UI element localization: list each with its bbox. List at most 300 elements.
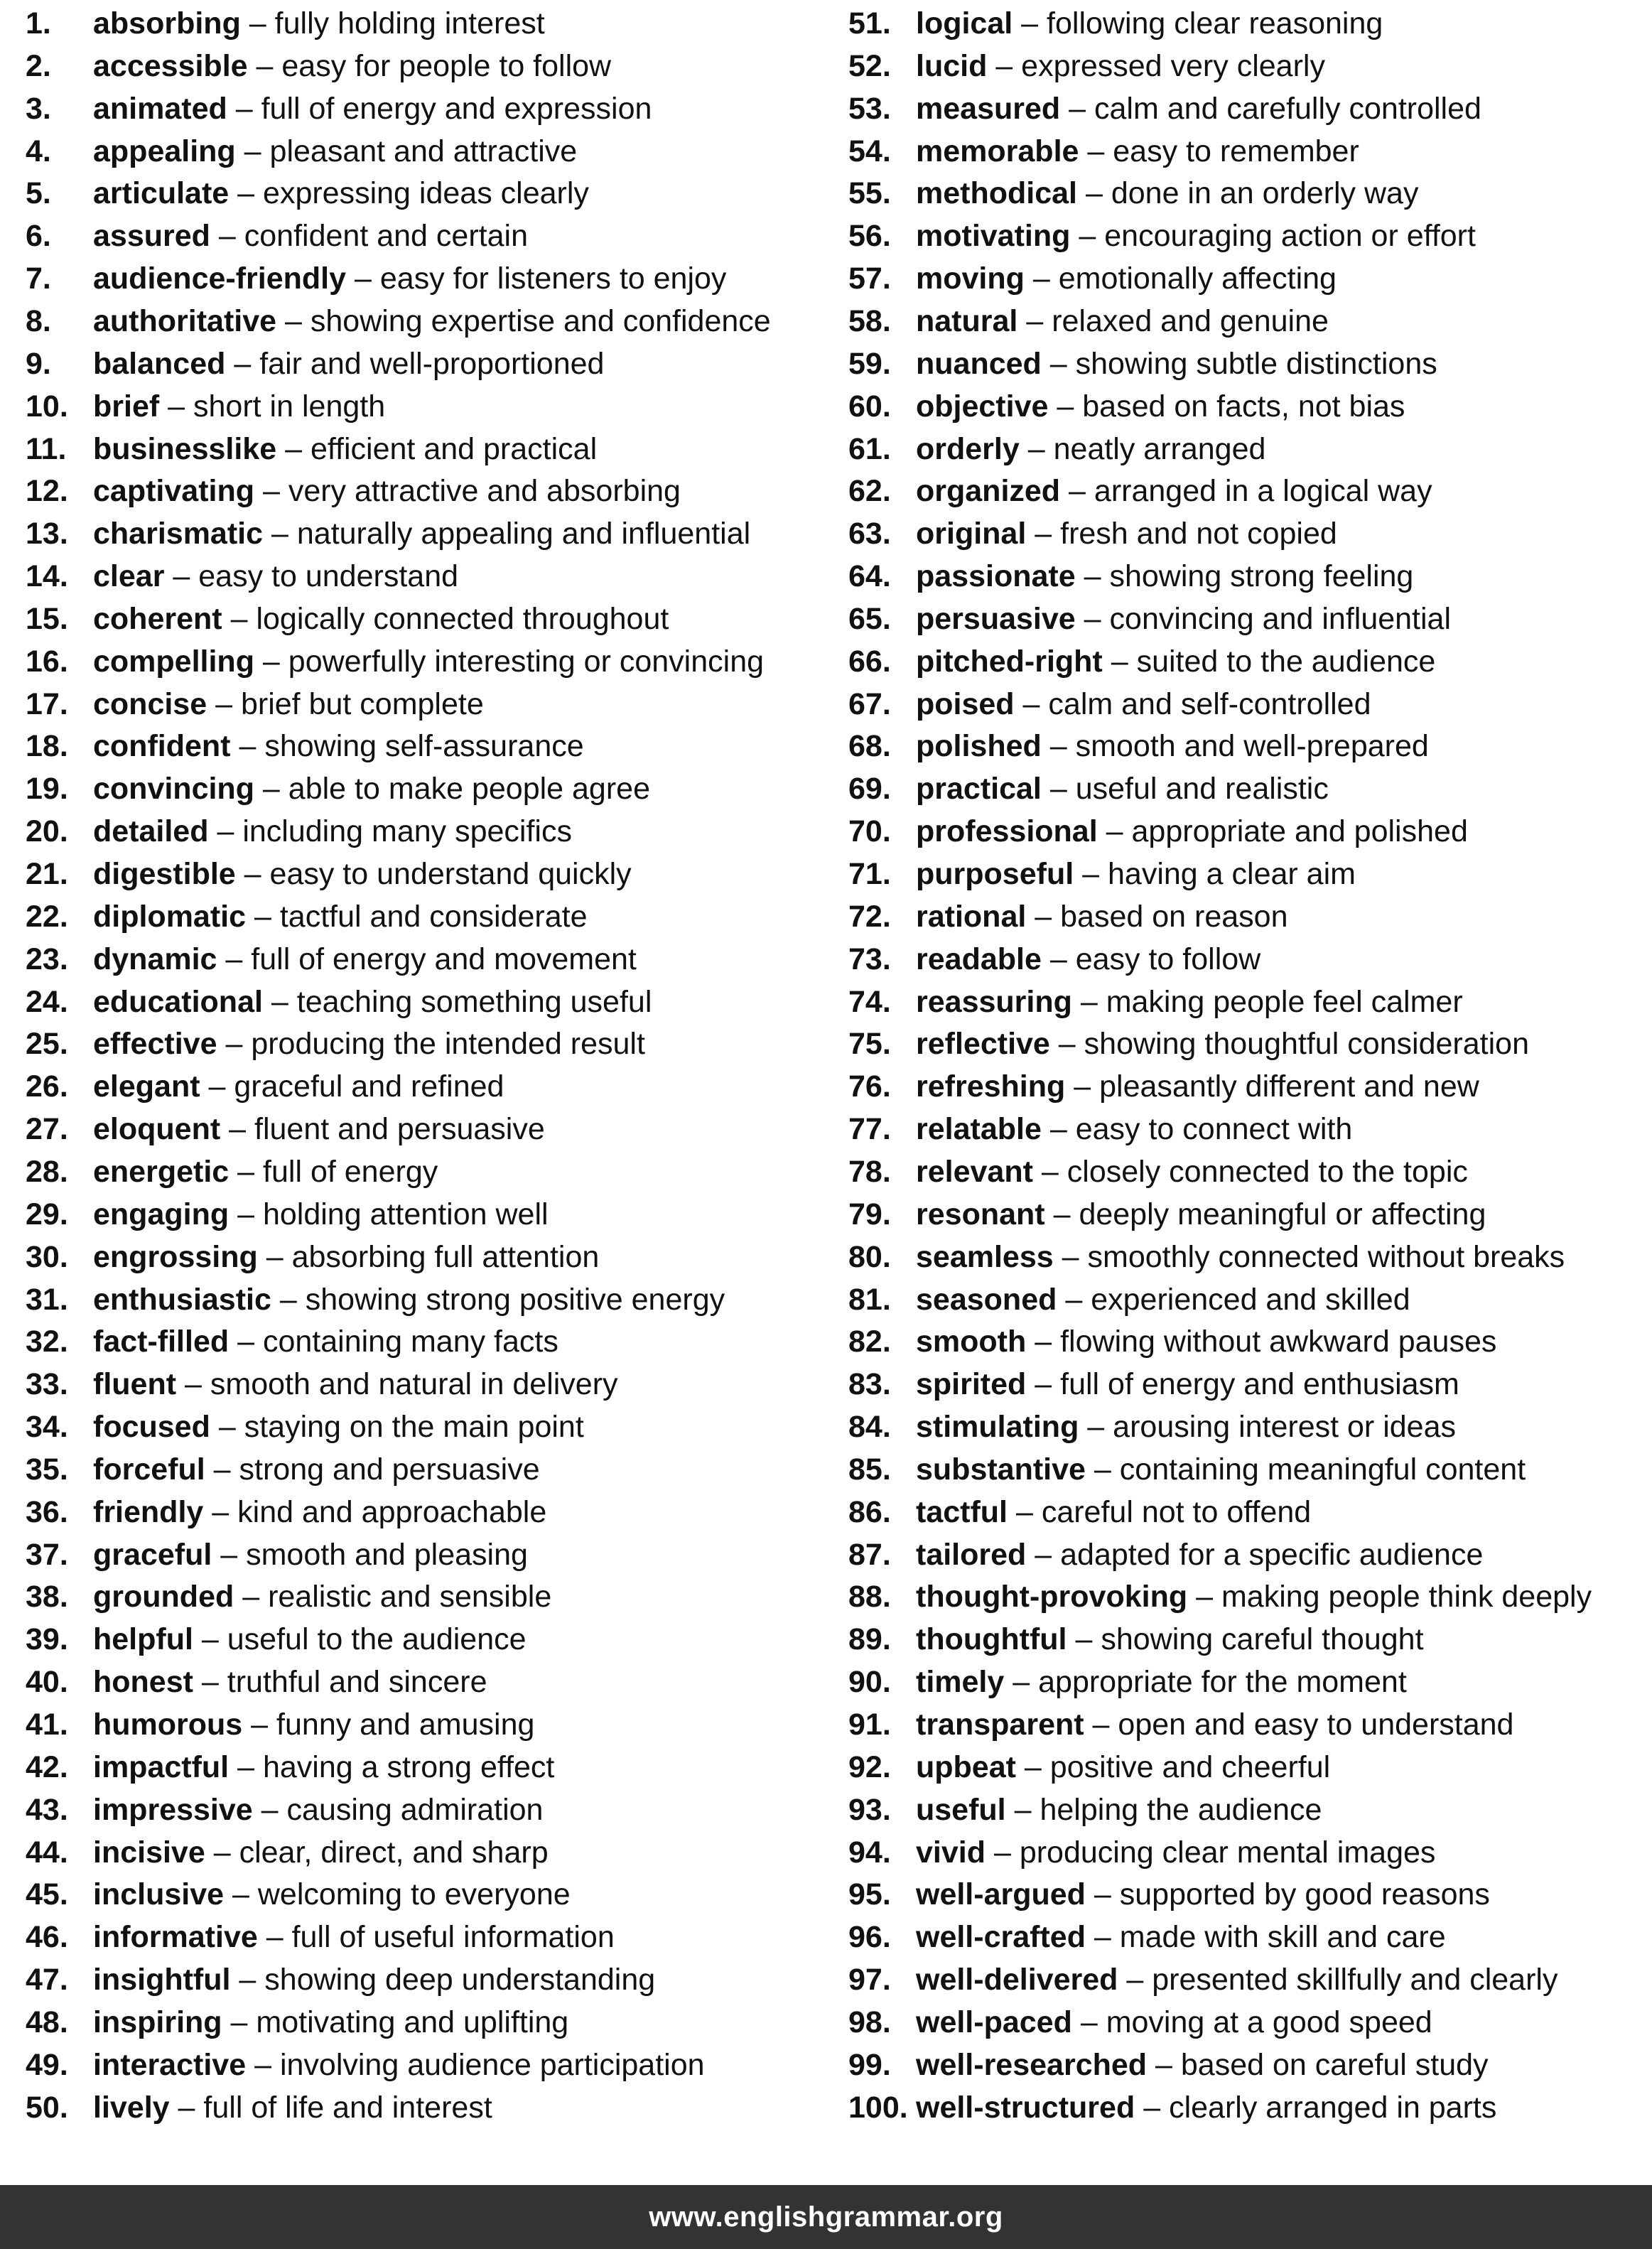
item-definition: expressed very clearly <box>1021 48 1325 83</box>
item-definition: easy to follow <box>1075 942 1261 976</box>
item-word: convincing <box>93 772 254 807</box>
item-number: 24. <box>26 984 68 1019</box>
item-number: 45. <box>26 1877 68 1912</box>
list-item <box>848 2044 1489 2086</box>
item-definition: arousing interest or ideas <box>1113 1410 1456 1445</box>
item-number: 82. <box>848 1325 891 1359</box>
list-item <box>848 1533 1483 1576</box>
item-definition: tactful and considerate <box>279 899 588 934</box>
item-number: 22. <box>26 899 68 934</box>
item-word: impressive <box>93 1792 253 1827</box>
item-word: smooth <box>916 1325 1027 1359</box>
item-separator: – <box>1014 1792 1032 1827</box>
item-separator: – <box>235 91 253 126</box>
item-definition: showing subtle distinctions <box>1075 346 1437 381</box>
item-number: 27. <box>26 1112 68 1147</box>
item-separator: – <box>173 559 190 594</box>
item-definition: naturally appealing and influential <box>296 517 751 551</box>
list-item <box>26 343 604 385</box>
list-item <box>26 172 589 215</box>
item-number: 73. <box>848 942 891 976</box>
item-word: informative <box>93 1920 258 1955</box>
list-item <box>848 555 1413 598</box>
item-separator: – <box>262 474 280 509</box>
item-definition: full of energy and expression <box>261 91 652 126</box>
item-definition: showing strong feeling <box>1109 559 1414 594</box>
list-item <box>848 215 1476 257</box>
list-item <box>26 385 385 428</box>
item-number: 42. <box>26 1749 68 1784</box>
item-separator: – <box>1094 1877 1111 1912</box>
item-definition: convincing and influential <box>1109 601 1452 636</box>
item-separator: – <box>244 134 261 168</box>
item-separator: – <box>1032 261 1050 296</box>
list-item <box>848 853 1356 895</box>
item-separator: – <box>178 2090 195 2125</box>
item-word: elegant <box>93 1069 200 1104</box>
item-separator: – <box>1057 389 1074 424</box>
item-separator: – <box>1027 431 1045 466</box>
item-separator: – <box>1049 346 1067 381</box>
item-number: 1. <box>26 6 51 41</box>
item-separator: – <box>1094 1920 1111 1955</box>
item-word: thoughtful <box>916 1622 1067 1657</box>
item-word: diplomatic <box>93 899 247 934</box>
item-separator: – <box>262 644 280 679</box>
list-item <box>848 130 1359 173</box>
item-separator: – <box>237 1197 254 1231</box>
item-word: professional <box>916 814 1098 849</box>
item-separator: – <box>1021 6 1039 41</box>
item-separator: – <box>254 899 271 934</box>
item-number: 53. <box>848 91 891 126</box>
item-number: 74. <box>848 984 891 1019</box>
item-definition: fresh and not copied <box>1060 517 1337 551</box>
item-definition: full of useful information <box>291 1920 615 1955</box>
item-word: lively <box>93 2090 170 2125</box>
item-definition: full of energy and enthusiasm <box>1060 1367 1459 1402</box>
item-separator: – <box>215 686 233 721</box>
item-number: 79. <box>848 1197 891 1231</box>
item-number: 67. <box>848 686 891 721</box>
list-item <box>848 767 1329 810</box>
item-definition: smooth and well-prepared <box>1075 729 1429 764</box>
item-definition: calm and carefully controlled <box>1094 91 1481 126</box>
item-word: measured <box>916 91 1061 126</box>
list-item <box>26 1873 571 1916</box>
item-definition: appropriate and polished <box>1131 814 1468 849</box>
item-separator: – <box>1079 219 1096 254</box>
item-number: 61. <box>848 431 891 466</box>
list-item <box>848 385 1405 428</box>
item-word: digestible <box>93 857 236 891</box>
item-number: 31. <box>26 1282 68 1317</box>
item-number: 46. <box>26 1920 68 1955</box>
item-word: animated <box>93 91 227 126</box>
item-definition: useful and realistic <box>1075 772 1329 807</box>
item-separator: – <box>1065 1282 1083 1317</box>
item-word: inclusive <box>93 1877 225 1912</box>
item-number: 90. <box>848 1665 891 1700</box>
item-number: 29. <box>26 1197 68 1231</box>
item-word: interactive <box>93 2047 247 2082</box>
list-item <box>26 683 484 726</box>
item-definition: careful not to offend <box>1041 1494 1312 1529</box>
item-word: timely <box>916 1665 1005 1700</box>
item-word: humorous <box>93 1708 243 1742</box>
list-item <box>848 1278 1410 1321</box>
list-item <box>848 1150 1468 1193</box>
item-number: 12. <box>26 474 68 509</box>
item-definition: adapted for a specific audience <box>1060 1537 1484 1572</box>
list-item <box>848 470 1432 512</box>
item-number: 99. <box>848 2047 891 2082</box>
item-separator: – <box>1053 1197 1071 1231</box>
item-separator: – <box>1082 857 1100 891</box>
item-definition: involving audience participation <box>279 2047 705 2082</box>
item-definition: realistic and sensible <box>268 1580 552 1614</box>
item-number: 41. <box>26 1708 68 1742</box>
item-definition: logically connected throughout <box>256 601 669 636</box>
list-item <box>848 2 1383 45</box>
list-item <box>26 895 588 938</box>
item-definition: able to make people agree <box>288 772 650 807</box>
item-word: honest <box>93 1665 193 1700</box>
list-item <box>848 1789 1322 1831</box>
item-number: 69. <box>848 772 891 807</box>
item-number: 84. <box>848 1410 891 1445</box>
item-separator: – <box>168 389 185 424</box>
list-item <box>848 1406 1456 1448</box>
item-separator: – <box>1049 1112 1067 1147</box>
item-definition: appropriate for the moment <box>1038 1665 1407 1700</box>
item-definition: confident and certain <box>244 219 528 254</box>
item-definition: useful to the audience <box>227 1622 527 1657</box>
list-item <box>848 640 1435 683</box>
list-item <box>26 1406 584 1448</box>
item-word: inspiring <box>93 2005 222 2039</box>
item-definition: positive and cheerful <box>1049 1749 1331 1784</box>
item-definition: fully holding interest <box>274 6 545 41</box>
item-definition: full of life and interest <box>203 2090 492 2125</box>
item-number: 3. <box>26 91 51 126</box>
item-separator: – <box>1013 1665 1030 1700</box>
item-separator: – <box>285 431 303 466</box>
list-item <box>26 512 750 555</box>
list-item <box>26 1278 725 1321</box>
item-word: effective <box>93 1027 217 1062</box>
item-definition: truthful and sincere <box>227 1665 487 1700</box>
item-word: audience-friendly <box>93 261 347 296</box>
item-number: 25. <box>26 1027 68 1062</box>
item-number: 5. <box>26 176 51 211</box>
item-separator: – <box>212 1494 230 1529</box>
item-separator: – <box>1080 2005 1098 2039</box>
item-separator: – <box>1106 814 1123 849</box>
item-definition: brief but complete <box>240 686 484 721</box>
item-number: 91. <box>848 1708 891 1742</box>
item-word: relatable <box>916 1112 1042 1147</box>
item-separator: – <box>185 1367 202 1402</box>
item-number: 97. <box>848 1963 891 1997</box>
item-definition: easy to understand quickly <box>269 857 632 891</box>
item-definition: full of energy <box>263 1154 438 1189</box>
item-number: 28. <box>26 1154 68 1189</box>
list-item <box>26 1916 615 1958</box>
item-number: 34. <box>26 1410 68 1445</box>
list-item <box>26 1703 534 1746</box>
item-separator: – <box>234 346 252 381</box>
list-item <box>26 981 652 1023</box>
item-separator: – <box>1035 1537 1052 1572</box>
item-definition: causing admiration <box>286 1792 544 1827</box>
item-number: 96. <box>848 1920 891 1955</box>
list-item <box>26 300 771 343</box>
item-number: 51. <box>848 6 891 41</box>
item-definition: short in length <box>193 389 386 424</box>
item-definition: having a strong effect <box>262 1749 555 1784</box>
item-definition: powerfully interesting or convincing <box>288 644 765 679</box>
item-word: well-structured <box>916 2090 1135 2125</box>
list-item <box>26 725 584 767</box>
item-separator: – <box>1035 899 1052 934</box>
item-definition: presented skillfully and clearly <box>1152 1963 1558 1997</box>
list-item <box>848 45 1325 87</box>
list-item <box>26 1193 549 1236</box>
item-number: 39. <box>26 1622 68 1657</box>
item-definition: motivating and uplifting <box>256 2005 569 2039</box>
item-word: detailed <box>93 814 209 849</box>
item-word: balanced <box>93 346 226 381</box>
item-separator: – <box>208 1069 226 1104</box>
item-number: 64. <box>848 559 891 594</box>
item-word: pitched-right <box>916 644 1103 679</box>
item-definition: holding attention well <box>262 1197 549 1231</box>
item-separator: – <box>1126 1963 1144 1997</box>
item-separator: – <box>1080 984 1098 1019</box>
list-item <box>848 1831 1435 1874</box>
item-number: 95. <box>848 1877 891 1912</box>
item-word: motivating <box>916 219 1071 254</box>
item-separator: – <box>1143 2090 1161 2125</box>
item-word: persuasive <box>916 601 1076 636</box>
item-definition: funny and amusing <box>276 1708 535 1742</box>
item-number: 32. <box>26 1325 68 1359</box>
item-word: useful <box>916 1792 1006 1827</box>
list-item <box>848 1618 1424 1661</box>
list-item <box>26 1789 543 1831</box>
item-number: 56. <box>848 219 891 254</box>
item-separator: – <box>1111 644 1128 679</box>
list-item <box>26 555 458 598</box>
item-word: engrossing <box>93 1239 258 1274</box>
item-separator: – <box>251 1708 269 1742</box>
item-separator: – <box>1035 1325 1052 1359</box>
item-separator: – <box>993 1835 1011 1870</box>
list-item <box>848 1448 1526 1491</box>
list-item <box>848 1575 1592 1618</box>
item-word: substantive <box>916 1452 1086 1487</box>
item-word: polished <box>916 729 1042 764</box>
list-item <box>848 1236 1565 1278</box>
item-word: methodical <box>916 176 1077 211</box>
item-definition: moving at a good speed <box>1106 2005 1432 2039</box>
list-item <box>848 343 1437 385</box>
item-number: 48. <box>26 2005 68 2039</box>
item-word: moving <box>916 261 1025 296</box>
item-number: 85. <box>848 1452 891 1487</box>
item-definition: showing thoughtful consideration <box>1084 1027 1529 1062</box>
list-item <box>848 1320 1496 1363</box>
list-item <box>848 895 1288 938</box>
item-word: educational <box>93 984 263 1019</box>
item-number: 58. <box>848 303 891 338</box>
item-word: dynamic <box>93 942 217 976</box>
item-separator: – <box>244 857 261 891</box>
item-separator: – <box>230 2005 248 2039</box>
item-word: businesslike <box>93 431 277 466</box>
item-word: concise <box>93 686 207 721</box>
item-definition: producing the intended result <box>251 1027 645 1062</box>
list-item <box>26 1236 599 1278</box>
item-definition: following clear reasoning <box>1047 6 1383 41</box>
list-item <box>26 1448 540 1491</box>
list-item <box>26 2 545 45</box>
item-number: 17. <box>26 686 68 721</box>
item-separator: – <box>230 601 248 636</box>
item-number: 100. <box>848 2090 908 2125</box>
list-item <box>26 1831 549 1874</box>
item-word: tailored <box>916 1537 1027 1572</box>
item-word: passionate <box>916 559 1076 594</box>
item-number: 15. <box>26 601 68 636</box>
item-separator: – <box>242 1580 260 1614</box>
item-word: insightful <box>93 1963 231 1997</box>
item-number: 71. <box>848 857 891 891</box>
item-number: 57. <box>848 261 891 296</box>
item-definition: smooth and natural in delivery <box>210 1367 618 1402</box>
item-number: 4. <box>26 134 51 168</box>
item-definition: done in an orderly way <box>1111 176 1419 211</box>
item-separator: – <box>262 772 280 807</box>
item-separator: – <box>271 517 288 551</box>
item-number: 75. <box>848 1027 891 1062</box>
item-word: readable <box>916 942 1042 976</box>
item-separator: – <box>1092 1708 1110 1742</box>
list-item <box>848 2001 1432 2044</box>
item-word: resonant <box>916 1197 1045 1231</box>
item-separator: – <box>229 1112 247 1147</box>
item-separator: – <box>213 1452 231 1487</box>
item-word: purposeful <box>916 857 1074 891</box>
item-separator: – <box>254 2047 271 2082</box>
item-separator: – <box>995 48 1013 83</box>
list-item <box>26 1618 527 1661</box>
item-separator: – <box>220 1537 238 1572</box>
item-number: 86. <box>848 1494 891 1529</box>
item-number: 66. <box>848 644 891 679</box>
item-separator: – <box>1075 1622 1093 1657</box>
item-number: 18. <box>26 729 68 764</box>
item-word: helpful <box>93 1622 193 1657</box>
item-separator: – <box>1024 1749 1042 1784</box>
item-word: orderly <box>916 431 1020 466</box>
item-word: thought-provoking <box>916 1580 1188 1614</box>
item-separator: – <box>1087 1410 1105 1445</box>
list-item <box>26 1958 655 2001</box>
list-item <box>26 1575 551 1618</box>
item-definition: based on reason <box>1060 899 1288 934</box>
item-separator: – <box>1041 1154 1059 1189</box>
item-word: lucid <box>916 48 988 83</box>
item-number: 11. <box>26 431 67 466</box>
list-item <box>26 2086 492 2129</box>
item-separator: – <box>239 729 257 764</box>
item-word: logical <box>916 6 1013 41</box>
list-item <box>26 1065 504 1108</box>
item-definition: easy to connect with <box>1075 1112 1353 1147</box>
item-separator: – <box>225 1027 243 1062</box>
list-item <box>26 938 637 981</box>
item-definition: welcoming to everyone <box>257 1877 571 1912</box>
item-word: enthusiastic <box>93 1282 271 1317</box>
item-separator: – <box>1026 303 1044 338</box>
item-number: 98. <box>848 2005 891 2039</box>
item-definition: based on facts, not bias <box>1082 389 1405 424</box>
list-item <box>26 428 597 470</box>
list-item <box>848 1108 1352 1150</box>
item-separator: – <box>261 1792 279 1827</box>
item-number: 72. <box>848 899 891 934</box>
item-definition: efficient and practical <box>310 431 598 466</box>
item-number: 94. <box>848 1835 891 1870</box>
item-definition: made with skill and care <box>1119 1920 1446 1955</box>
item-separator: – <box>1084 601 1101 636</box>
item-separator: – <box>1196 1580 1214 1614</box>
item-word: original <box>916 517 1027 551</box>
item-definition: staying on the main point <box>244 1410 584 1445</box>
item-separator: – <box>201 1665 219 1700</box>
list-item <box>26 1363 618 1406</box>
item-word: natural <box>916 303 1018 338</box>
item-number: 62. <box>848 474 891 509</box>
item-number: 89. <box>848 1622 891 1657</box>
item-separator: – <box>266 1920 284 1955</box>
item-definition: deeply meaningful or affecting <box>1079 1197 1486 1231</box>
item-separator: – <box>237 1154 255 1189</box>
item-definition: suited to the audience <box>1136 644 1436 679</box>
list-item <box>848 1023 1529 1065</box>
list-item <box>848 1661 1407 1703</box>
footer-bar <box>0 2185 1652 2249</box>
item-number: 88. <box>848 1580 891 1614</box>
item-word: spirited <box>916 1367 1027 1402</box>
item-definition: containing meaningful content <box>1119 1452 1526 1487</box>
item-number: 7. <box>26 261 51 296</box>
item-separator: – <box>1049 729 1067 764</box>
item-definition: making people think deeply <box>1221 1580 1592 1614</box>
item-number: 6. <box>26 219 51 254</box>
list-item <box>26 130 577 173</box>
item-word: absorbing <box>93 6 241 41</box>
list-item <box>848 87 1481 130</box>
item-word: engaging <box>93 1197 230 1231</box>
list-item <box>848 598 1451 640</box>
item-number: 19. <box>26 772 68 807</box>
item-definition: very attractive and absorbing <box>288 474 681 509</box>
footer-website-link[interactable]: www.englishgrammar.org <box>649 2201 1003 2233</box>
list-item <box>26 2001 568 2044</box>
